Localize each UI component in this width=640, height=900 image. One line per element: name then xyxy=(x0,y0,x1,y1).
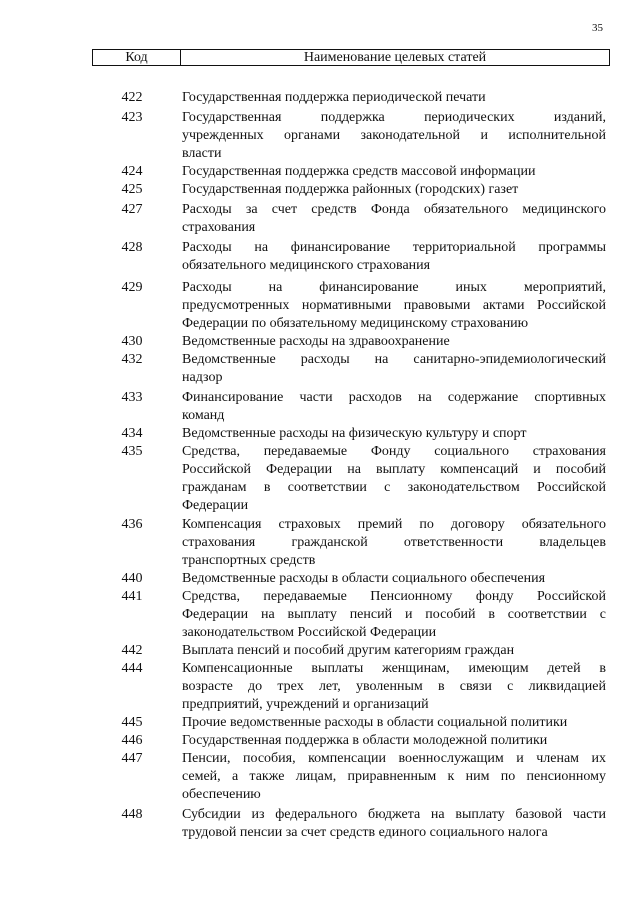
row-code: 430 xyxy=(121,334,143,349)
row-name-line: трудовой пенсии за счет средств единого социального налога xyxy=(182,825,548,840)
row-code: 428 xyxy=(121,240,143,255)
row-name xyxy=(182,239,606,275)
row-code: 423 xyxy=(121,110,143,125)
row-code: 433 xyxy=(121,390,143,405)
row-name-line: гражданам в соответствии с законодательством Российской xyxy=(182,480,606,495)
row-code: 444 xyxy=(121,661,143,676)
row-name-line: Ведомственные расходы в области социального обеспечения xyxy=(182,571,546,586)
row-name-line: Федерации по обязательному медицинскому страхованию xyxy=(182,316,529,331)
row-name-line: Компенсационные выплаты женщинам, имеющим детей в xyxy=(182,661,606,676)
row-name xyxy=(182,351,606,387)
row-name-line: учрежденных органами законодательной и исполнительной xyxy=(182,128,606,143)
row-code: 446 xyxy=(121,733,143,748)
row-name-line: Прочие ведомственные расходы в области социальной политики xyxy=(182,715,568,730)
row-name-line: Ведомственные расходы на здравоохранение xyxy=(182,334,450,349)
row-name-line: законодательством Российской Федерации xyxy=(182,625,437,640)
row-name-line: Расходы за счет средств Фонда обязательного медицинского xyxy=(182,202,606,217)
row-code: 448 xyxy=(121,807,143,822)
row-name-line: власти xyxy=(182,146,222,161)
row-name-line: предусмотренных нормативными правовыми актами Российской xyxy=(182,298,606,313)
page-number: 35 xyxy=(592,22,603,34)
row-name-line: Федерации на выплату пенсий и пособий в соответствии с xyxy=(182,607,606,622)
row-name xyxy=(182,201,606,237)
row-name-line: Расходы на финансирование иных мероприятий, xyxy=(182,280,606,295)
row-name-line: Государственная поддержка в области молодежной политики xyxy=(182,733,548,748)
row-name-line: страхования гражданской ответственности владельцев xyxy=(182,535,606,550)
table-header xyxy=(92,49,610,66)
header-name: Наименование целевых статей xyxy=(303,50,487,65)
row-name xyxy=(182,516,606,570)
row-name-line: Субсидии из федерального бюджета на выплату базовой части xyxy=(182,807,606,822)
row-name-line: Выплата пенсий и пособий другим категориям граждан xyxy=(182,643,515,658)
row-name-line: возрасте до трех лет, уволенным в связи с ликвидацией xyxy=(182,679,606,694)
row-name xyxy=(182,181,606,199)
row-name-line: предприятий, учреждений и организаций xyxy=(182,697,429,712)
row-code: 434 xyxy=(121,426,143,441)
row-name xyxy=(182,714,606,732)
row-name-line: надзор xyxy=(182,370,223,385)
row-name xyxy=(182,732,606,750)
row-name-line: Государственная поддержка периодической печати xyxy=(182,90,486,105)
row-code: 435 xyxy=(121,444,143,459)
row-name xyxy=(182,443,606,515)
row-name-line: Ведомственные расходы на санитарно-эпидемиологический xyxy=(182,352,606,367)
row-name-line: Пенсии, пособия, компенсации военнослужащим и членам их xyxy=(182,751,606,766)
row-name-line: семей, а также лицам, приравненным к ним по пенсионному xyxy=(182,769,606,784)
row-name xyxy=(182,89,606,107)
row-name-line: Государственная поддержка средств массовой информации xyxy=(182,164,536,179)
row-name xyxy=(182,333,606,351)
row-code: 445 xyxy=(121,715,143,730)
row-name-line: Государственная поддержка периодических изданий, xyxy=(182,110,606,125)
row-name-line: обеспечению xyxy=(182,787,261,802)
row-name-line: обязательного медицинского страхования xyxy=(182,258,431,273)
row-name-line: Расходы на финансирование территориальной программы xyxy=(182,240,606,255)
row-name-line: Финансирование части расходов на содержание спортивных xyxy=(182,390,606,405)
row-name-line: страхования xyxy=(182,220,256,235)
row-name-line: транспортных средств xyxy=(182,553,316,568)
row-name-line: Государственная поддержка районных (городских) газет xyxy=(182,182,519,197)
row-code: 422 xyxy=(121,90,143,105)
row-name-line: Компенсация страховых премий по договору обязательного xyxy=(182,517,606,532)
row-code: 441 xyxy=(121,589,143,604)
row-code: 447 xyxy=(121,751,143,766)
row-name xyxy=(182,570,606,588)
row-code: 429 xyxy=(121,280,143,295)
row-name-line: Средства, передаваемые Пенсионному фонду Российской xyxy=(182,589,606,604)
row-name xyxy=(182,806,606,842)
row-code: 436 xyxy=(121,517,143,532)
row-name-line: Средства, передаваемые Фонду социального страхования xyxy=(182,444,606,459)
row-name xyxy=(182,279,606,333)
header-code: Код xyxy=(93,50,181,65)
row-name-line: Ведомственные расходы на физическую культуру и спорт xyxy=(182,426,527,441)
row-name-line: команд xyxy=(182,408,225,423)
row-name xyxy=(182,425,606,443)
row-code: 432 xyxy=(121,352,143,367)
row-code: 440 xyxy=(121,571,143,586)
row-name xyxy=(182,750,606,804)
row-code: 425 xyxy=(121,182,143,197)
row-name xyxy=(182,163,606,181)
row-code: 427 xyxy=(121,202,143,217)
row-name xyxy=(182,642,606,660)
row-name xyxy=(182,109,606,163)
row-name-line: Российской Федерации на выплату компенсаций и пособий xyxy=(182,462,606,477)
row-name-line: Федерации xyxy=(182,498,249,513)
row-code: 424 xyxy=(121,164,143,179)
row-name xyxy=(182,389,606,425)
row-code: 442 xyxy=(121,643,143,658)
row-name xyxy=(182,660,606,714)
row-name xyxy=(182,588,606,642)
